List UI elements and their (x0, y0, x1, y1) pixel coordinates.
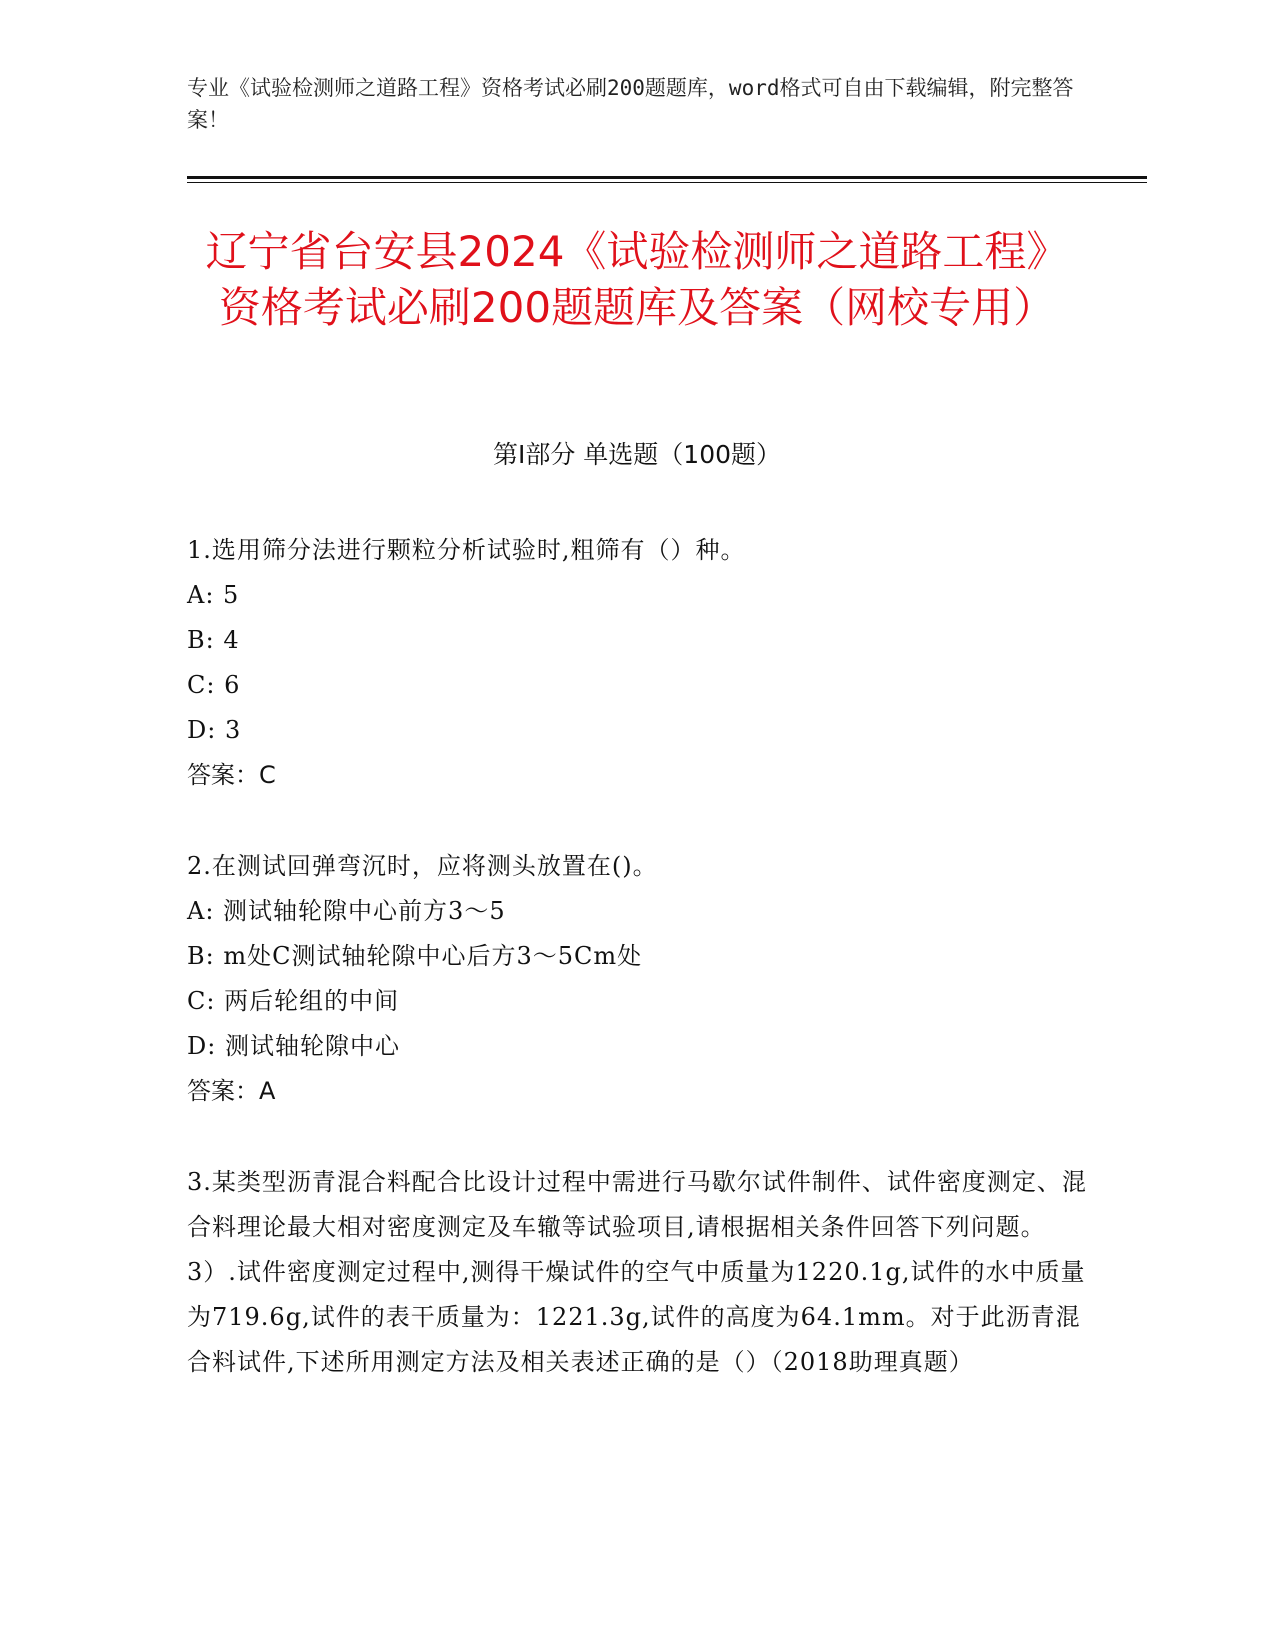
answer-line: 答案：A (187, 1077, 276, 1105)
header-divider-thick (187, 176, 1147, 179)
question-2 (187, 844, 1087, 1114)
question-stem: 1.选用筛分法进行颗粒分析试验时,粗筛有（）种。 (187, 536, 746, 564)
option-a: A: 5 (187, 581, 240, 609)
option-c: C: 两后轮组的中间 (187, 987, 400, 1015)
option-d: D: 测试轴轮隙中心 (187, 1032, 400, 1060)
answer-line: 答案：C (187, 761, 276, 789)
option-a: A: 测试轴轮隙中心前方3～5 (187, 897, 506, 925)
header-divider-thin (187, 182, 1147, 183)
header-note: 专业《试验检测师之道路工程》资格考试必刷200题题库，word格式可自由下载编辑，附完整答案！ (187, 76, 1074, 132)
question-stem: 3.某类型沥青混合料配合比设计过程中需进行马歇尔试件制件、试件密度测定、混合料理论最大相对密度测定及车辙等试验项目,请根据相关条件回答下列问题。3）.试件密度测定过程中,测得干燥试件的空气中质量为1220.1g,试件的水中质量为719.6g,试件的表干质量为：1221.3g,试件的高度为64.1mm。对于此沥青混合料试件,下述所用测定方法及相关表述正确的是（）（2018助理真题） (187, 1168, 1087, 1376)
question-1 (187, 528, 1087, 798)
document-title: 辽宁省台安县2024《试验检测师之道路工程》资格考试必刷200题题库及答案（网校专用） (205, 227, 1069, 332)
option-c: C: 6 (187, 671, 241, 699)
question-list (187, 528, 1087, 1431)
section-heading: 第I部分 单选题（100题） (492, 440, 782, 469)
option-b: B: m处C测试轴轮隙中心后方3～5Cm处 (187, 942, 643, 970)
question-stem: 2.在测试回弹弯沉时，应将测头放置在()。 (187, 852, 658, 880)
option-b: B: 4 (187, 626, 240, 654)
question-3 (187, 1160, 1087, 1385)
option-d: D: 3 (187, 716, 242, 744)
